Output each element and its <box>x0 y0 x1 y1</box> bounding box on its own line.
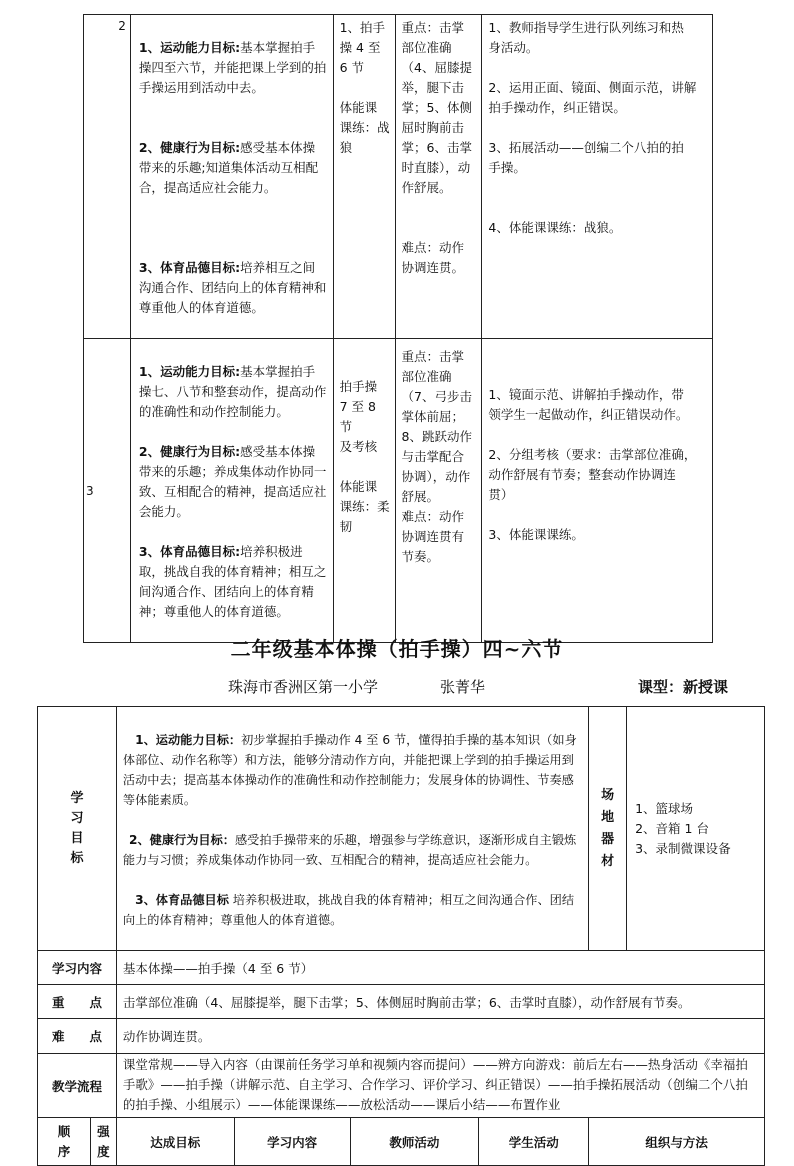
venue-label: 场 地 器 材 <box>589 707 627 951</box>
school-name: 珠海市香洲区第一小学 <box>228 678 379 696</box>
content-value: 基本体操——拍手操（4 至 6 节） <box>116 951 764 985</box>
keypoint-label: 重 点 <box>38 985 117 1019</box>
flow-value: 课堂常规——导入内容（由课前任务学习单和视频内容而提问）——辨方向游戏：前后左右——热身活动《幸福拍手歌》——拍手操（讲解示范、自主学习、合作学习、评价学习、纠正错误）——拍手操拓展活动（创编二个八拍的拍手操、小组展示）——体能课课练——放松活动——课后小结——布置作业 <box>116 1054 764 1118</box>
header-order: 顺 序 <box>38 1118 91 1166</box>
lesson-content: 1、拍手 操 4 至 6 节 体能课 课练：战 狼 <box>333 15 395 339</box>
lesson-type: 课型：新授课 <box>638 678 729 696</box>
content-label: 学习内容 <box>38 951 117 985</box>
lesson-content: 拍手操 7 至 8 节 及考核 体能课 课练：柔 韧 <box>333 339 395 643</box>
teacher-name: 张菁华 <box>440 678 486 696</box>
table-row <box>84 15 713 339</box>
table-row <box>38 707 765 951</box>
lesson-plan-table <box>37 706 765 1166</box>
header-student: 学生活动 <box>479 1118 589 1166</box>
table-row <box>38 1054 765 1118</box>
lesson-continuation-table <box>83 14 713 643</box>
lesson-goals: 1、运动能力目标:基本掌握拍手操四至六节，并能把课上学到的拍手操运用到活动中去。 2、健康行为目标:感受基本体操带来的乐趣;知道集体活动互相配合，提高适应社会能力。 3、体育品德目标:培养相互之间沟通合作、团结向上的体育精神和尊重他人的体育道德。 <box>130 15 333 339</box>
page-title: 二年级基本体操（拍手操）四~六节 <box>230 637 564 661</box>
plan-goals: 1、运动能力目标：初步掌握拍手操动作 4 至 6 节，懂得拍手操的基本知识（如身体部位、动作名称等）和方法，能够分清动作方向，并能把课上学到的拍手操运用到活动中去；提高基本体操动作的准确性和动作控制能力；发展身体的协调性、节奏感等体能素质。 2、健康行为目标：感受拍手操带来的乐趣，增强参与学练意识，逐渐形成自主锻炼能力与习惯；养成集体动作协同一致、互相配合的精神，提高适应社会能力。 3、体育品德目标 培养积极进取，挑战自我的体育精神；相互之间沟通合作、团结向上的体育精神；尊重他人的体育道德。 <box>116 707 588 951</box>
table-row <box>38 1118 765 1166</box>
flow-label: 教学流程 <box>38 1054 117 1118</box>
header-method: 组织与方法 <box>589 1118 765 1166</box>
table-row <box>84 339 713 643</box>
lesson-keypoints: 重点：击掌 部位准确 （7、弓步击 掌体前屈； 8、跳跃动作 与击掌配合 协调），动作 舒展。 难点：动作 协调连贯有 节奏。 <box>395 339 482 643</box>
goals-label: 学 习 目 标 <box>38 707 117 951</box>
lesson-activities: 1、镜面示范、讲解拍手操动作，带 领学生一起做动作，纠正错误动作。 2、分组考核（要求：击掌部位准确， 动作舒展有节奏；整套动作协调连 贯） 3、体能课课练。 <box>482 339 713 643</box>
keypoint-value: 击掌部位准确（4、屈膝提举，腿下击掌；5、体侧屈时胸前击掌；6、击掌时直膝），动作舒展有节奏。 <box>116 985 764 1019</box>
lesson-number: 3 <box>84 339 131 643</box>
table-row <box>38 985 765 1019</box>
lesson-goals: 1、运动能力目标:基本掌握拍手操七、八节和整套动作，提高动作的准确性和动作控制能力。 2、健康行为目标:感受基本体操带来的乐趣；养成集体动作协同一致、互相配合的精神，提高适应社会能力。 3、体育品德目标:培养积极进取，挑战自我的体育精神；相互之间沟通合作、团结向上的体育精神；尊重他人的体育道德。 <box>130 339 333 643</box>
difficulty-label: 难 点 <box>38 1019 117 1054</box>
venue-items: 1、篮球场 2、音箱 1 台 3、录制微课设备 <box>627 707 765 951</box>
header-intensity: 强 度 <box>90 1118 116 1166</box>
lesson-number: 2 <box>84 15 131 339</box>
difficulty-value: 动作协调连贯。 <box>116 1019 764 1054</box>
lesson-activities: 1、教师指导学生进行队列练习和热 身活动。 2、运用正面、镜面、侧面示范，讲解 拍手操动作，纠正错误。 3、拓展活动——创编二个八拍的拍 手操。 4、体能课课练：战狼。 <box>482 15 713 339</box>
lesson-keypoints: 重点：击掌 部位准确 （4、屈膝提 举，腿下击 掌；5、体侧 屈时胸前击 掌；6、击掌 时直膝），动 作舒展。 难点：动作 协调连贯。 <box>395 15 482 339</box>
table-row <box>38 951 765 985</box>
header-goals: 达成目标 <box>116 1118 234 1166</box>
header-teacher: 教师活动 <box>350 1118 479 1166</box>
table-row <box>38 1019 765 1054</box>
header-content: 学习内容 <box>234 1118 350 1166</box>
